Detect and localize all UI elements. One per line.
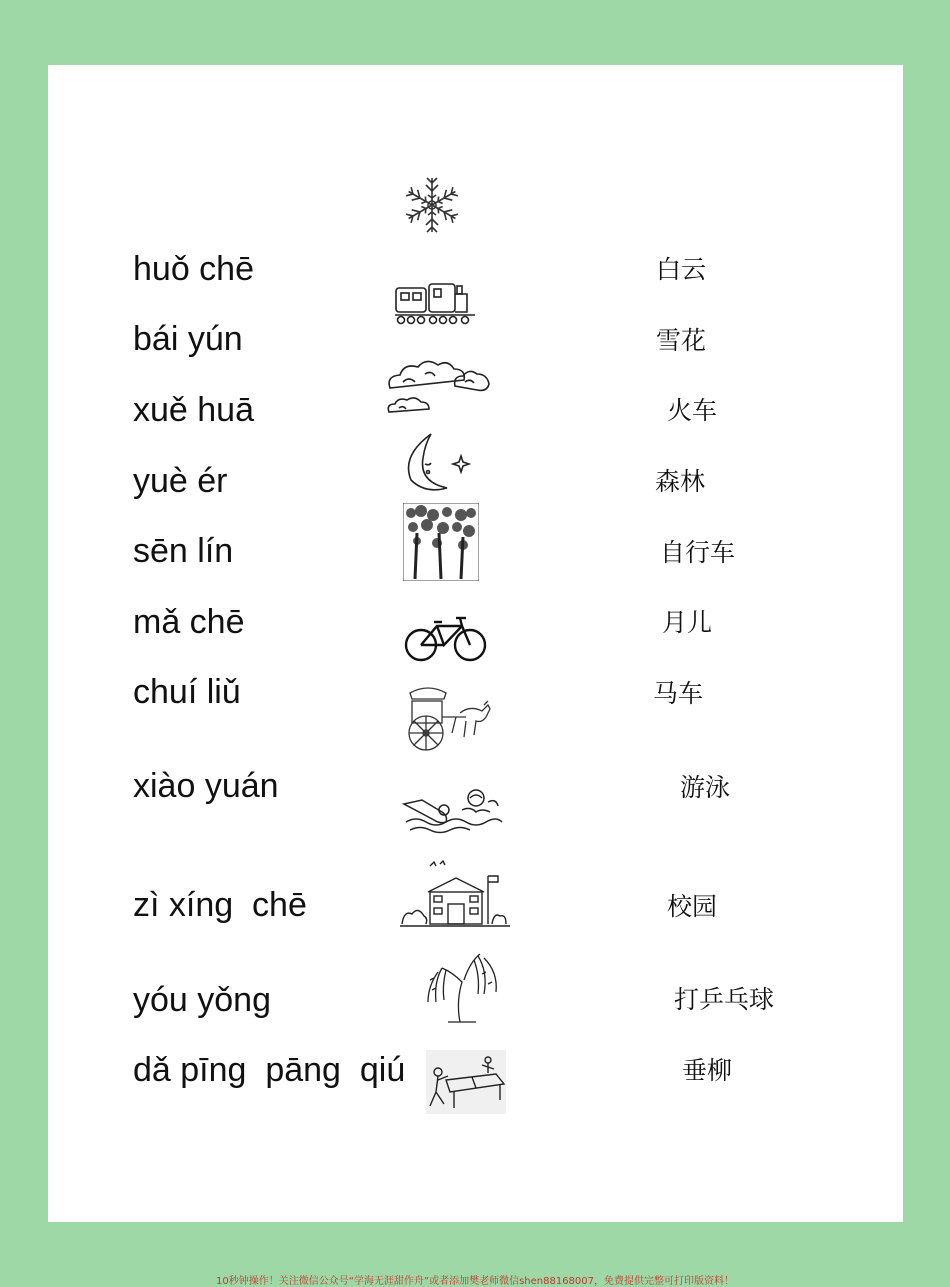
pinyin-2: bái yún [133, 320, 243, 358]
pinyin-3: xuě huā [133, 391, 254, 429]
train-icon[interactable] [393, 278, 477, 328]
hanzi-2: 雪花 [656, 326, 707, 355]
hanzi-7: 马车 [653, 679, 704, 708]
pinyin-1: huǒ chē [133, 250, 254, 288]
hanzi-11: 垂柳 [682, 1056, 733, 1085]
hanzi-3: 火车 [667, 396, 718, 425]
ping-pong-icon[interactable] [426, 1050, 506, 1114]
snowflake-icon[interactable] [404, 175, 460, 235]
cloud-icon[interactable] [385, 360, 493, 418]
forest-icon[interactable] [403, 503, 479, 581]
footer-note: 10秒钟操作！关注微信公众号“学海无涯甜作舟”或者添加樊老师微信shen88168007，免费提供完整可打印版资料！ [215, 1276, 735, 1287]
hanzi-4: 森林 [655, 467, 706, 496]
bicycle-icon[interactable] [404, 612, 488, 664]
moon-icon[interactable] [397, 430, 471, 494]
hanzi-1: 白云 [656, 255, 707, 284]
pinyin-4: yuè ér [133, 462, 228, 500]
hanzi-9: 校园 [667, 892, 718, 921]
hanzi-8: 游泳 [680, 773, 731, 802]
hanzi-6: 月儿 [662, 608, 713, 637]
hanzi-5: 自行车 [660, 538, 736, 567]
pinyin-7: chuí liǔ [133, 673, 241, 711]
pinyin-10: yóu yǒng [133, 981, 271, 1019]
school-icon[interactable] [400, 860, 510, 932]
willow-icon[interactable] [418, 950, 502, 1026]
swimming-icon[interactable] [400, 780, 504, 836]
pinyin-9: zì xíng chē [133, 886, 307, 924]
horse-carriage-icon[interactable] [404, 683, 494, 753]
pinyin-5: sēn lín [133, 532, 234, 570]
pinyin-11: dǎ pīng pāng qiú [133, 1051, 406, 1089]
pinyin-6: mǎ chē [133, 603, 245, 641]
pinyin-8: xiào yuán [133, 767, 279, 805]
hanzi-10: 打乒乓球 [674, 985, 775, 1014]
